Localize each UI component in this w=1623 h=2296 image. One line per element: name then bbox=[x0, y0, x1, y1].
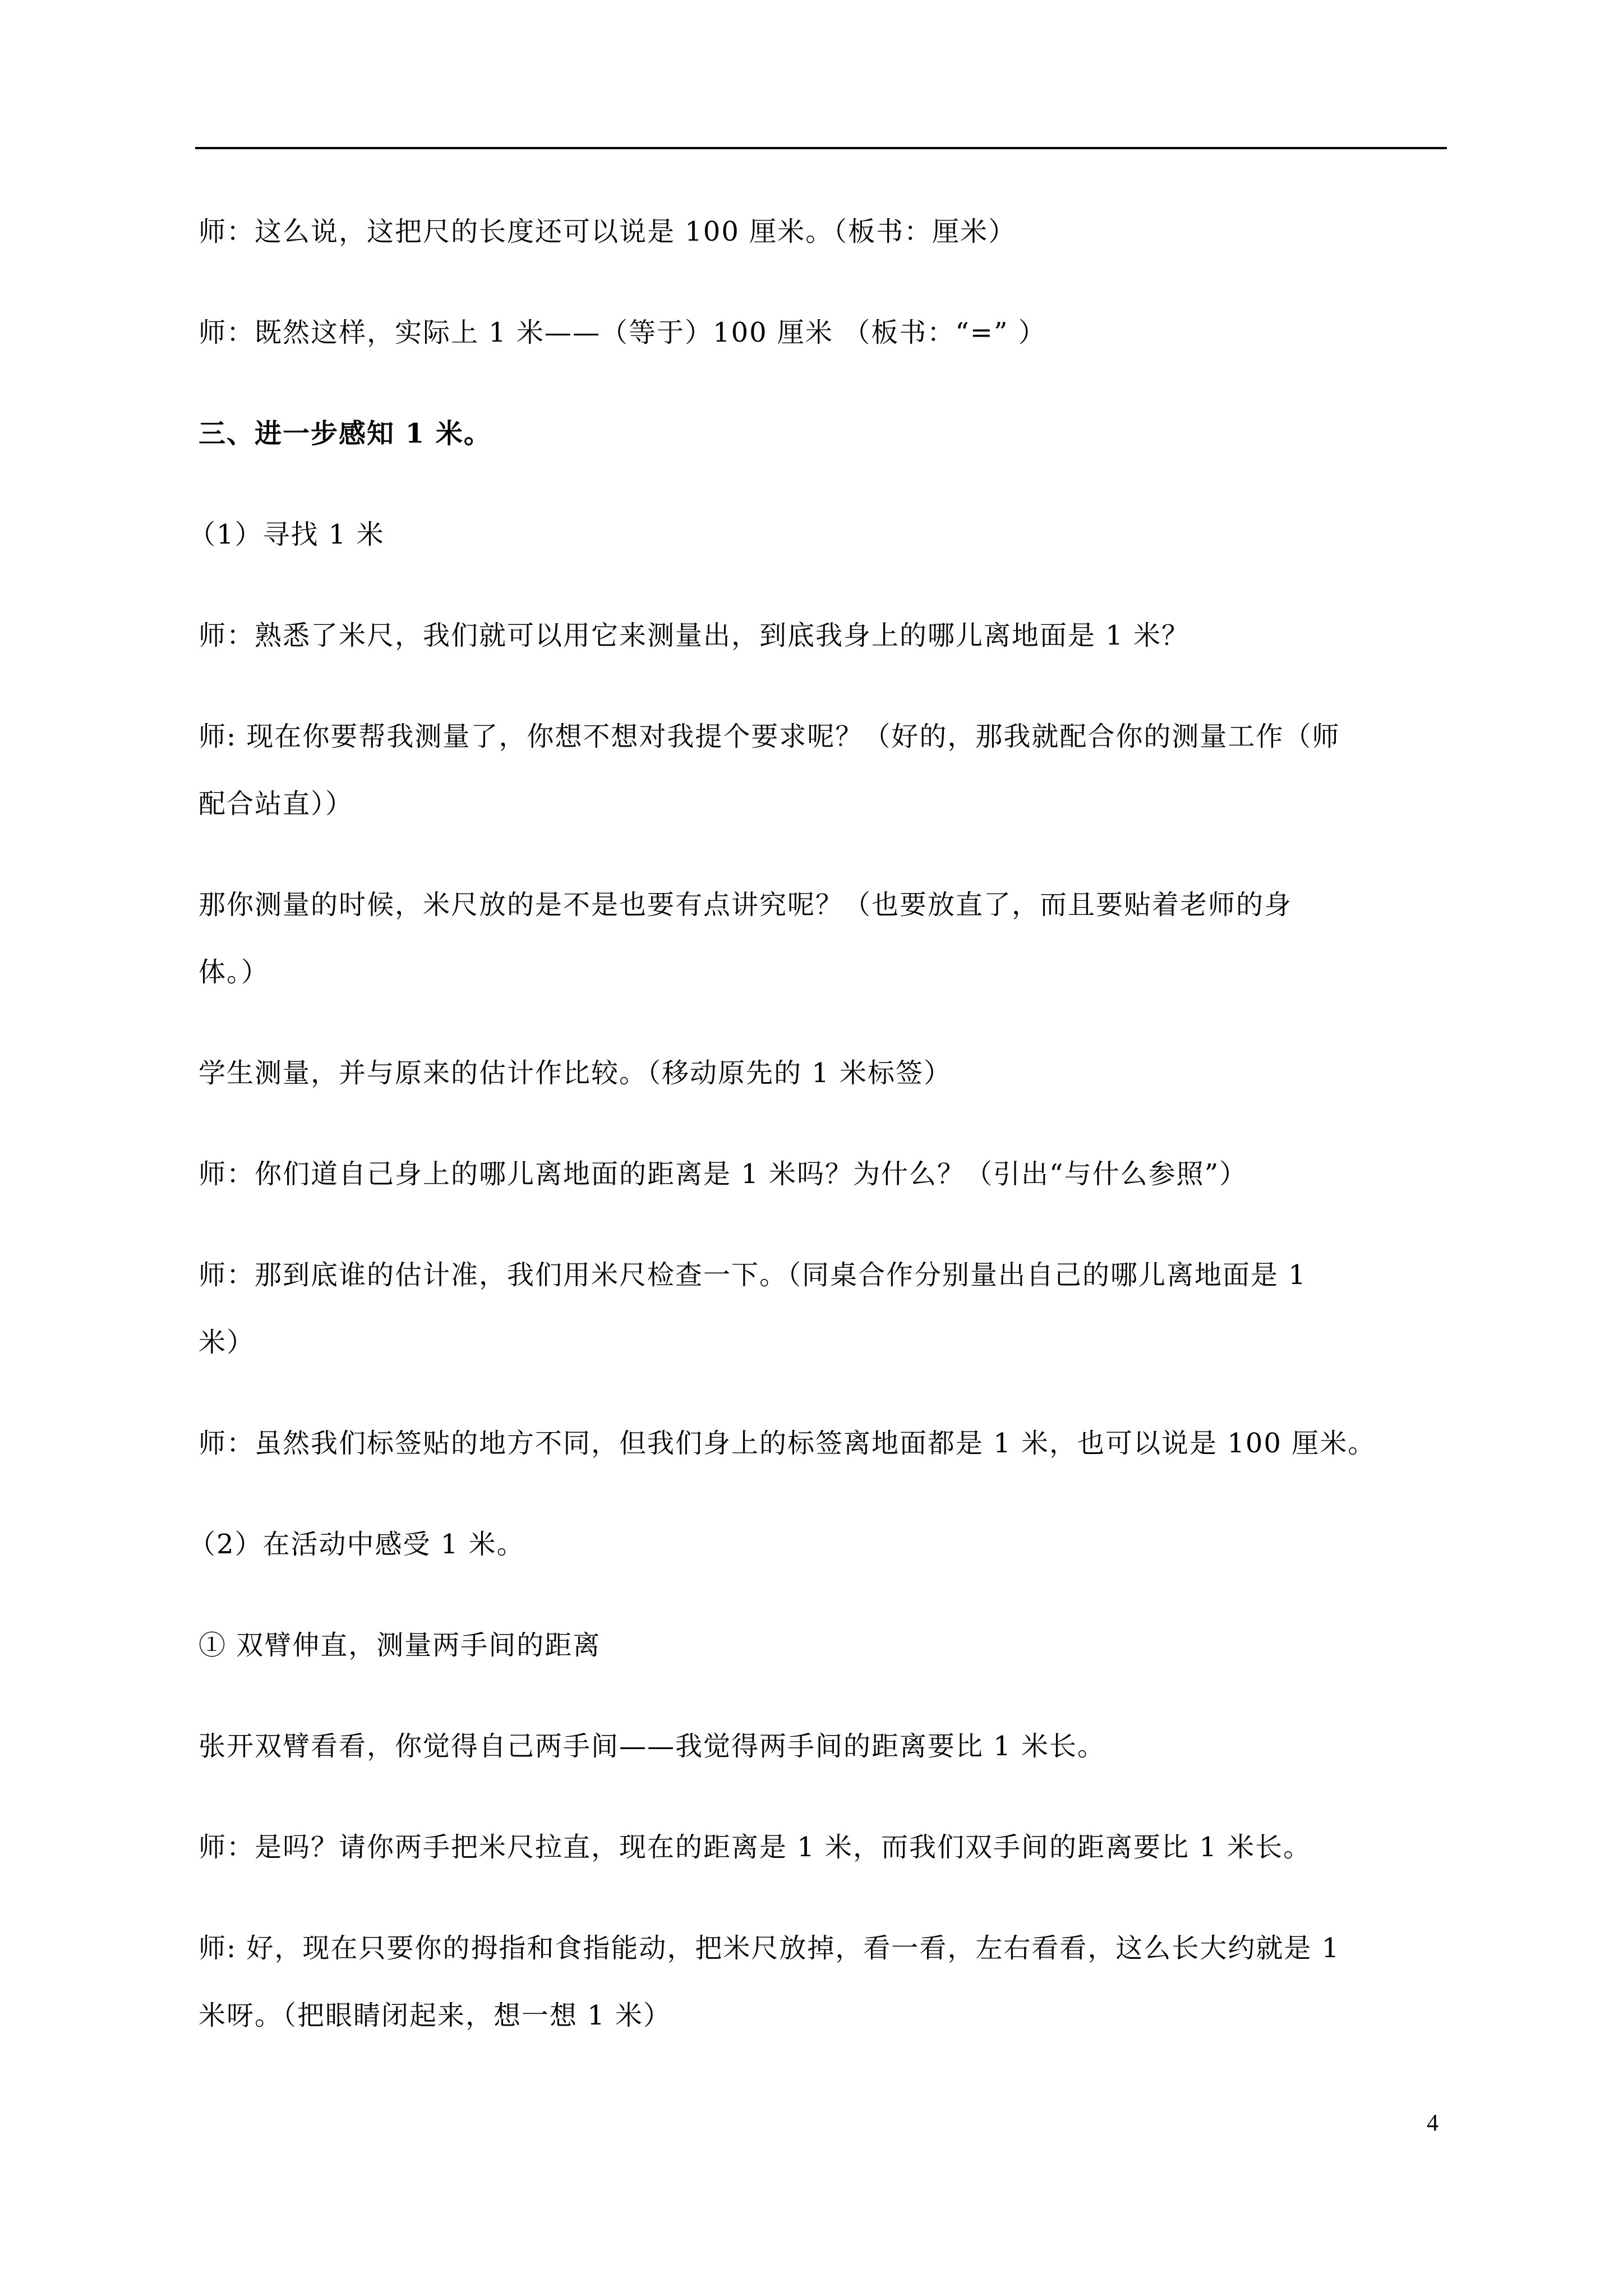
text-line: 师：虽然我们标签贴的地方不同，但我们身上的标签离地面都是 1 米，也可以说是 100 厘米。 bbox=[199, 1428, 1376, 1459]
text-line: 体。） bbox=[199, 956, 270, 988]
section-heading: 三、进一步感知 1 米。 bbox=[199, 418, 492, 449]
subsection-heading: （1）寻找 1 米 bbox=[188, 519, 385, 550]
text-line: 师: 好，现在只要你的拇指和食指能动，把米尺放掉，看一看，左右看看，这么长大约就是 1 bbox=[199, 1932, 1340, 1964]
page-number: 4 bbox=[1427, 2110, 1438, 2136]
text-line: 米） bbox=[199, 1327, 255, 1358]
subsection-heading: （2）在活动中感受 1 米。 bbox=[188, 1529, 525, 1560]
text-line: 师：这么说，这把尺的长度还可以说是 100 厘米。（板书：厘米） bbox=[199, 216, 1017, 247]
header-rule bbox=[195, 147, 1447, 149]
text-line: 师：既然这样，实际上 1 米——（等于）100 厘米 （板书：“=” ） bbox=[199, 317, 1046, 348]
text-line: 师：你们道自己身上的哪儿离地面的距离是 1 米吗？为什么？（引出“与什么参照”） bbox=[199, 1158, 1248, 1190]
text-line: 师：熟悉了米尺，我们就可以用它来测量出，到底我身上的哪儿离地面是 1 米？ bbox=[199, 620, 1190, 651]
text-line: 师：是吗？请你两手把米尺拉直，现在的距离是 1 米，而我们双手间的距离要比 1 米长。 bbox=[199, 1832, 1312, 1863]
text-line: 师：那到底谁的估计准，我们用米尺检查一下。（同桌合作分别量出自己的哪儿离地面是 1 bbox=[199, 1259, 1307, 1291]
list-item: ① 双臂伸直，测量两手间的距离 bbox=[199, 1630, 601, 1661]
text-line: 师: 现在你要帮我测量了，你想不想对我提个要求呢？（好的，那我就配合你的测量工作（师 bbox=[199, 721, 1340, 752]
text-line: 那你测量的时候，米尺放的是不是也要有点讲究呢？（也要放直了，而且要贴着老师的身 bbox=[199, 889, 1293, 921]
text-line: 配合站直）） bbox=[199, 788, 354, 820]
text-line: 张开双臂看看，你觉得自己两手间——我觉得两手间的距离要比 1 米长。 bbox=[199, 1731, 1106, 1762]
text-line: 米呀。（把眼睛闭起来，想一想 1 米） bbox=[199, 2000, 672, 2031]
text-line: 学生测量，并与原来的估计作比较。（移动原先的 1 米标签） bbox=[199, 1057, 952, 1089]
